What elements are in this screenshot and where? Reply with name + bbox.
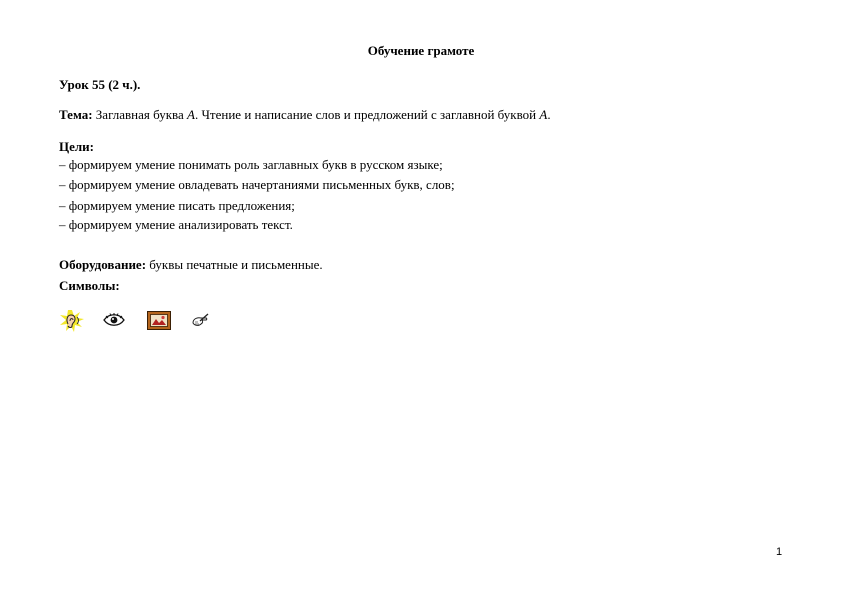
lesson-number: Урок 55 (2 ч.). <box>59 77 141 92</box>
goal-item: – формируем умение овладевать начертаниями письменных букв, слов; <box>59 177 455 192</box>
goals-label: Цели: <box>59 139 94 154</box>
goal-item: – формируем умение анализировать текст. <box>59 217 293 232</box>
goal-item: – формируем умение понимать роль заглавных букв в русском языке; <box>59 157 443 172</box>
topic-text-3: . <box>547 107 551 122</box>
ear-icon <box>59 310 85 332</box>
topic-letter-2: А <box>539 107 548 122</box>
symbols-label: Символы: <box>59 278 120 293</box>
eye-icon <box>103 312 125 328</box>
topic-line <box>59 107 551 123</box>
topic-label: Тема: <box>59 107 93 122</box>
equipment-label: Оборудование: <box>59 257 147 272</box>
equipment-line <box>59 257 323 273</box>
document-title: Обучение грамоте <box>367 43 475 58</box>
picture-icon <box>147 311 171 330</box>
equipment-text: буквы печатные и письменные. <box>146 257 323 272</box>
page-number: 1 <box>776 546 783 558</box>
goal-item: – формируем умение писать предложения; <box>59 198 295 213</box>
topic-text-2: . Чтение и написание слов и предложений с заглавной буквой <box>194 107 540 122</box>
topic-text-1: Заглавная буква <box>92 107 188 122</box>
topic-letter-1: А <box>187 107 195 122</box>
pen-hand-icon <box>191 313 209 328</box>
